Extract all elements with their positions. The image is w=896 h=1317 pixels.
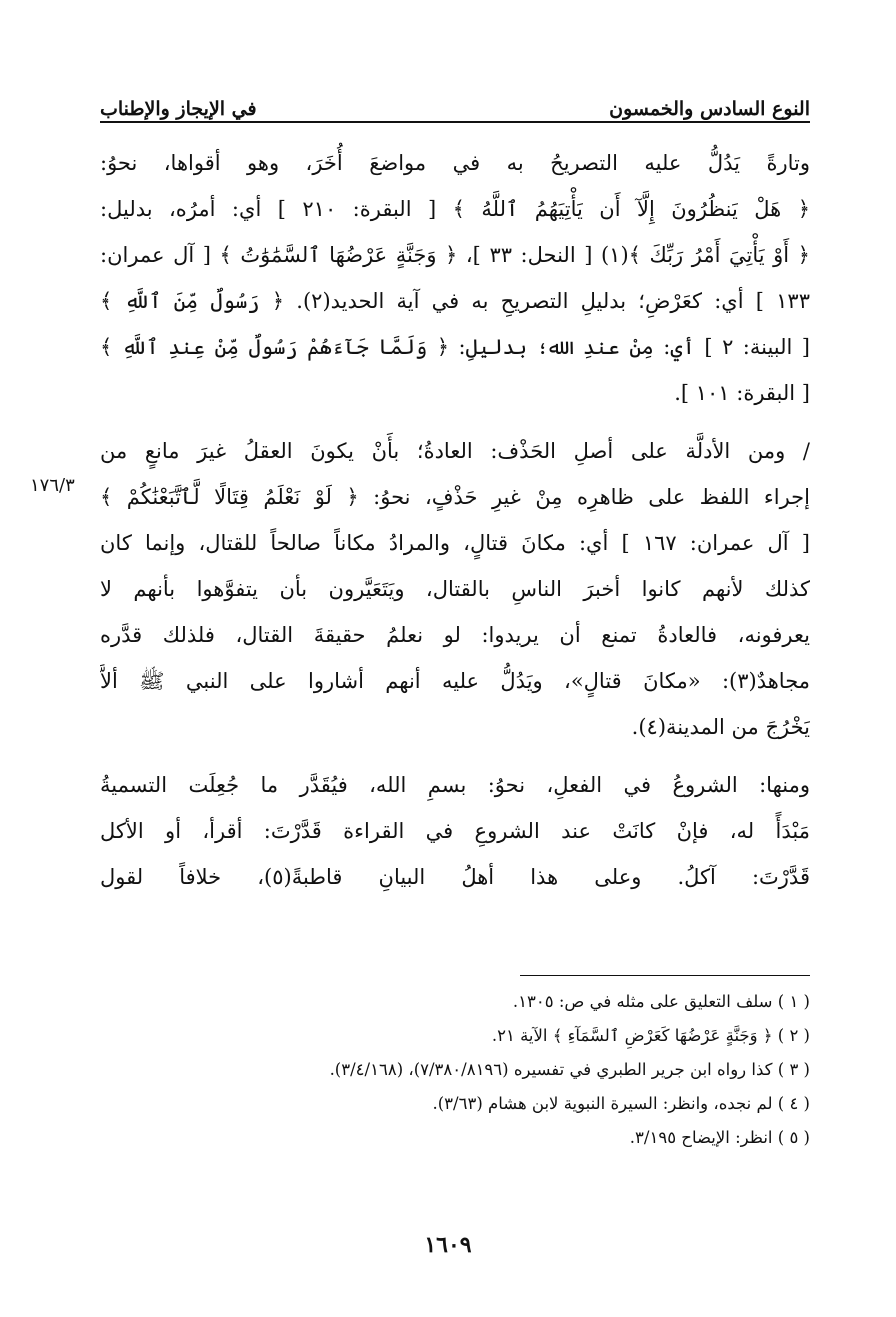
footnote-item: ( ٣ ) كذا رواه ابن جرير الطبري في تفسيره (٧/٣٨٠/٨١٩٦)، (٣/٤/١٦٨). [329, 1060, 810, 1079]
text-line: [ البينة: ٢ ] أي: مِنْ عندِ الله؛ بدليلِ: ﴿ وَلَمَّا جَآءَهُمْ رَسُولٌ مِّنْ عِندِ ٱللَّهِ ﴾ [100, 335, 810, 359]
text-line: يعرفونه، فالعادةُ تمنع أن يريدوا: لو نعلمُ حقيقةَ القتال، فلذلك قدَّره [100, 623, 810, 647]
text-line: ومنها: الشروعُ في الفعلِ، نحوُ: بسمِ الله، فيُقَدَّر ما جُعِلَت التسميةُ [100, 773, 810, 797]
main-text [100, 140, 810, 900]
text-line: [ آل عمران: ١٦٧ ] أي: مكانَ قتالٍ، والمرادُ مكاناً صالحاً للقتال، وإنما كان [100, 531, 810, 555]
text-line: كذلك لأنهم كانوا أخبرَ الناسِ بالقتال، ويَتَعَيَّرون بأن يتفوَّهوا بأنهم لا [100, 577, 810, 601]
header-chapter-title: النوع السادس والخمسون [609, 98, 810, 120]
text-line: إجراء اللفظ على ظاهرِه مِنْ غيرِ حَذْفٍ، نحوُ: ﴿ لَوْ نَعْلَمُ قِتَالًا لَّٱتَّبَعْنَٰكُمْ ﴾ [100, 485, 810, 509]
footnote-item: ( ٥ ) انظر: الإيضاح ٣/١٩٥. [629, 1128, 810, 1147]
text-line: مَبْدَأً له، فإنْ كانَتْ عند الشروعِ في القراءة قَدَّرْتَ: أقرأ، أو الأكل [100, 819, 810, 843]
running-header [100, 84, 810, 120]
header-divider [100, 121, 810, 123]
text-line: وتارةً يَدُلُّ عليه التصريحُ به في مواضعَ أُخَرَ، وهو أقواها، نحوُ: [100, 151, 810, 175]
text-line: ١٣٣ ] أي: كعَرْضِ؛ بدليلِ التصريحِ به في آية الحديد(٢). ﴿ رَسُولٌ مِّنَ ٱللَّهِ ﴾ [100, 289, 810, 313]
footnote-divider [520, 975, 810, 976]
text-line: مجاهدٌ(٣): «مكانَ قتالٍ»، ويَدُلُّ عليه أنهم أشاروا على النبي ﷺ ألاَّ [100, 669, 810, 693]
text-line: [ البقرة: ١٠١ ]. [674, 381, 810, 405]
footnote-item: ( ٢ ) ﴿ وَجَنَّةٍ عَرْضُهَا كَعَرْضِ ٱلسَّمَآءِ ﴾ الآية ٢١. [491, 1026, 810, 1045]
footnotes [100, 985, 810, 1155]
footnote-item: ( ١ ) سلف التعليق على مثله في ص: ١٣٠٥. [512, 992, 810, 1011]
text-line: يَخْرُجَ من المدينة(٤). [631, 715, 810, 739]
text-line: / ومن الأدلَّة على أصلِ الحَذْف: العادةُ؛ بأَنْ يكونَ العقلُ غيرَ مانعٍ من [100, 439, 810, 463]
footnote-item: ( ٤ ) لم نجده، وانظر: السيرة النبوية لابن هشام (٣/٦٣). [432, 1094, 810, 1113]
text-line: ﴿ هَلْ يَنظُرُونَ إِلَّآ أَن يَأْتِيَهُمُ ٱللَّهُ ﴾ [ البقرة: ٢١٠ ] أي: أمرُه، بدليل: [100, 197, 810, 221]
text-line: ﴿ أَوْ يَأْتِيَ أَمْرُ رَبِّكَ ﴾(١) [ النحل: ٣٣ ]، ﴿ وَجَنَّةٍ عَرْضُهَا ٱلسَّمَٰوَٰتُ ﴾ [ آل عمران: [100, 243, 810, 267]
margin-volume-page-reference: ١٧٦/٣ [30, 475, 75, 496]
header-section-title: في الإيجاز والإطناب [100, 98, 257, 120]
text-line: قَدَّرْتَ: آكلُ. وعلى هذا أهلُ البيانِ قاطبةً(٥)، خلافاً لقول [100, 865, 810, 889]
page-number: ١٦٠٩ [424, 1232, 472, 1258]
